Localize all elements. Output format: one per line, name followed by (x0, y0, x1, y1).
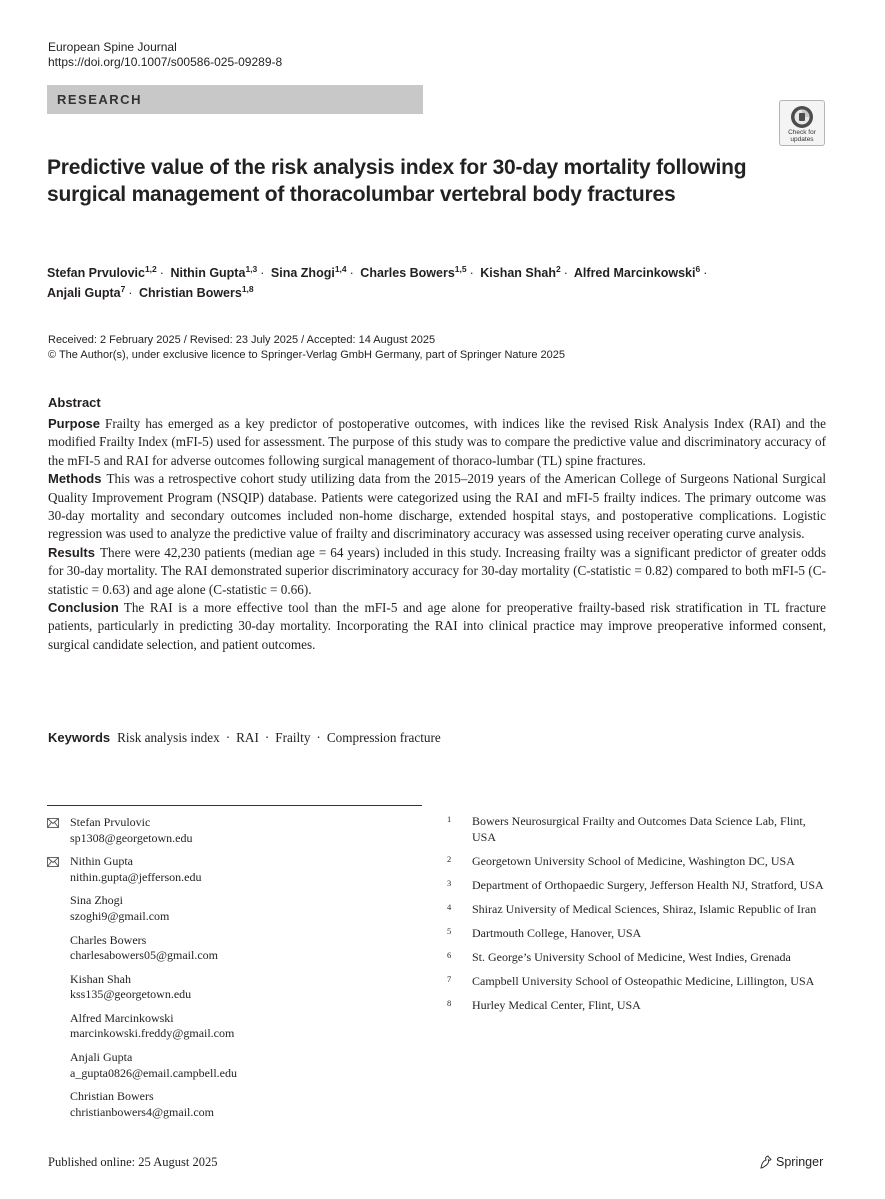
contact-name: Christian Bowers (70, 1089, 154, 1104)
author-name: Stefan Prvulovic (47, 266, 145, 280)
author-affiliation-marker: 7 (120, 284, 126, 294)
contact-entry (47, 1050, 427, 1081)
contact-entry (47, 815, 427, 846)
contact-entry (47, 893, 427, 924)
author-list (47, 263, 837, 303)
keywords-label: Keywords (48, 730, 111, 745)
methods-text: This was a retrospective cohort study utilizing data from the 2015–2019 years of the American College of Surgeons National Surgical Quality Improvement Program (NSQIP) database. Patients were categorized using the RAI and mFI-5 frailty indices. The primary outcome was 30-day mortality and secondary outcomes included non-home discharge, extended hospital stays, and postoperative complications. Logistic regression was used to analyze the predictive value of frailty and discriminatory accuracy was assessed using receiver operating curve analysis. (48, 471, 826, 542)
affiliation-text: Campbell University School of Osteopathic Medicine, Lillington, USA (472, 974, 815, 989)
keyword-separator: · (264, 730, 270, 745)
author-affiliation-marker: 1,8 (241, 284, 254, 294)
keyword-separator: · (316, 730, 321, 745)
author-separator: · (703, 266, 708, 280)
keyword-separator: · (225, 730, 231, 745)
conclusion-label: Conclusion (48, 600, 119, 616)
author-affiliation-marker: 2 (555, 264, 561, 274)
article-dates (48, 333, 565, 363)
affiliation-number: 7 (447, 974, 452, 985)
journal-name: European Spine Journal (48, 40, 177, 54)
abstract-body (48, 415, 826, 654)
keyword: Risk analysis index (117, 730, 220, 745)
author-affiliation-marker: 1,4 (334, 264, 347, 274)
check-for-updates-button[interactable] (779, 100, 825, 146)
contact-name: Stefan Prvulovic (70, 815, 151, 829)
contact-email[interactable]: christianbowers4@gmail.com (70, 1104, 215, 1119)
affiliation-number: 2 (447, 853, 452, 864)
copyright-notice: © The Author(s), under exclusive licence to Springer-Verlag GmbH Germany, part of Springer Nature 2025 (48, 349, 565, 361)
affiliation-entry (447, 814, 827, 845)
abstract-purpose (48, 415, 826, 470)
author-contacts (47, 815, 427, 1129)
affiliation-text: St. George’s University School of Medicine, West Indies, Grenada (472, 949, 791, 964)
author-name: Nithin Gupta (170, 266, 246, 280)
affiliation-entry (447, 974, 827, 990)
envelope-icon (47, 817, 59, 827)
history-dates: Received: 2 February 2025 / Revised: 23 July 2025 / Accepted: 14 August 2025 (48, 334, 436, 346)
abstract-methods (48, 470, 826, 544)
footnote-divider (47, 805, 422, 806)
contact-entry (47, 854, 427, 885)
author-affiliation-marker: 1,2 (144, 264, 157, 274)
author-affiliation-marker: 1,5 (454, 264, 467, 274)
contact-email[interactable]: nithin.gupta@jefferson.edu (70, 869, 202, 884)
affiliation-number: 3 (447, 877, 452, 888)
affiliation-text: Dartmouth College, Hanover, USA (472, 925, 642, 940)
author-separator: · (563, 266, 568, 280)
author[interactable] (574, 266, 700, 280)
author[interactable] (170, 266, 257, 280)
keyword: RAI (236, 730, 259, 745)
affiliation-entry (447, 902, 827, 918)
contact-name: Alfred Marcinkowski (70, 1010, 174, 1025)
contact-email[interactable]: szoghi9@gmail.com (70, 908, 170, 923)
author-name: Kishan Shah (480, 266, 556, 280)
publisher-name: Springer (776, 1155, 824, 1169)
author-name: Alfred Marcinkowski (573, 266, 696, 280)
contact-email[interactable]: marcinkowski.freddy@gmail.com (70, 1026, 235, 1041)
purpose-text: Frailty has emerged as a key predictor of postoperative outcomes, with indices like the revised Risk Analysis Index (RAI) and the modified Frailty Index (mFI-5) used for assessment. The purpose of this study was to compare the predictive value and discriminatory accuracy of the mFI-5 and RAI for adverse outcomes following surgical management of thoraco-lumbar (TL) spine fractures. (48, 416, 826, 468)
keyword-list (117, 730, 441, 745)
results-text: There were 42,230 patients (median age = 64 years) included in this study. Increasing frailty was a significant predictor of greater odds for 30-day mortality. The RAI demonstrated superior discriminatory accuracy for 30-day mortality (C-statistic = 0.82) compared to both mFI-5 (C-statistic = 0.63) and age alone (C-statistic = 0.66). (48, 544, 826, 597)
journal-header (48, 40, 282, 70)
author-name: Anjali Gupta (47, 286, 121, 300)
affiliation-entry (447, 950, 827, 966)
conclusion-text: The RAI is a more effective tool than the mFI-5 and age alone for preoperative frailty-based risk stratification in TL fracture patients, particularly in predicting 30-day mortality. Incorporating the RAI into clinical practice may improve preoperative informed consent, surgical candidate selection, and patient outcomes. (48, 600, 826, 652)
envelope-icon (47, 856, 59, 866)
author-name: Charles Bowers (360, 266, 455, 280)
affiliation-entry (447, 926, 827, 942)
author-name: Sina Zhogi (270, 266, 335, 280)
affiliation-number: 6 (447, 949, 452, 960)
author-separator: · (260, 266, 265, 280)
check-updates-icon (788, 105, 816, 131)
contact-name: Sina Zhogi (70, 893, 123, 908)
affiliation-number: 8 (447, 998, 452, 1009)
affiliation-number: 1 (447, 814, 452, 824)
author[interactable] (139, 286, 254, 300)
affiliation-text: Hurley Medical Center, Flint, USA (472, 998, 641, 1013)
affiliation-entry (447, 878, 827, 894)
article-type-bar (47, 85, 423, 114)
abstract-conclusion (48, 599, 826, 654)
affiliation-text: Bowers Neurosurgical Frailty and Outcomes Data Science Lab, Flint, USA (472, 814, 806, 844)
author[interactable] (47, 286, 125, 300)
author[interactable] (47, 266, 157, 280)
contact-entry (47, 1011, 427, 1042)
author-separator: · (159, 266, 164, 280)
affiliation-number: 5 (447, 925, 452, 936)
affiliation-entry (447, 854, 827, 870)
contact-email[interactable]: a_gupta0826@email.campbell.edu (70, 1065, 237, 1080)
author[interactable] (360, 266, 466, 280)
contact-entry (47, 972, 427, 1003)
affiliation-entry (447, 998, 827, 1014)
keyword: Compression fracture (326, 730, 441, 745)
article-type-label: RESEARCH (57, 92, 142, 107)
doi-link[interactable]: https://doi.org/10.1007/s00586-025-09289-8 (48, 55, 283, 69)
affiliation-text: Georgetown University School of Medicine, Washington DC, USA (472, 853, 795, 868)
author-affiliation-marker: 6 (695, 264, 701, 274)
check-updates-label: Check for updates (788, 129, 816, 143)
abstract-heading: Abstract (48, 395, 101, 410)
contact-email[interactable]: kss135@georgetown.edu (70, 987, 192, 1002)
abstract-results (48, 544, 826, 599)
keyword: Frailty (275, 730, 311, 745)
affiliation-number: 4 (447, 901, 452, 912)
affiliation-text: Shiraz University of Medical Sciences, Shiraz, Islamic Republic of Iran (472, 901, 817, 916)
contact-entry (47, 933, 427, 964)
contact-entry (47, 1089, 427, 1120)
contact-name: Kishan Shah (70, 971, 131, 986)
author-separator: · (349, 266, 354, 280)
keywords-line (48, 729, 441, 747)
author[interactable] (271, 266, 347, 280)
contact-name: Anjali Gupta (70, 1050, 133, 1065)
methods-label: Methods (48, 471, 102, 487)
author-name: Christian Bowers (139, 286, 242, 300)
contact-email[interactable]: sp1308@georgetown.edu (70, 830, 193, 845)
contact-email[interactable]: charlesabowers05@gmail.com (70, 948, 219, 963)
author-separator: · (128, 286, 133, 300)
article-title: Predictive value of the risk analysis index for 30-day mortality following surgical management of thoracolumbar vertebral body fractures (47, 156, 747, 206)
purpose-label: Purpose (48, 416, 101, 431)
affiliation-list (447, 814, 827, 1022)
contact-name: Charles Bowers (70, 932, 147, 947)
results-label: Results (48, 544, 95, 560)
published-online: Published online: 25 August 2025 (48, 1155, 218, 1169)
author[interactable] (480, 266, 560, 280)
publisher-logo[interactable] (759, 1155, 823, 1169)
author-separator: · (469, 266, 474, 280)
author-affiliation-marker: 1,3 (245, 264, 258, 274)
affiliation-text: Department of Orthopaedic Surgery, Jefferson Health NJ, Stratford, USA (472, 877, 824, 892)
contact-name: Nithin Gupta (70, 854, 133, 869)
springer-horse-icon (759, 1155, 773, 1169)
